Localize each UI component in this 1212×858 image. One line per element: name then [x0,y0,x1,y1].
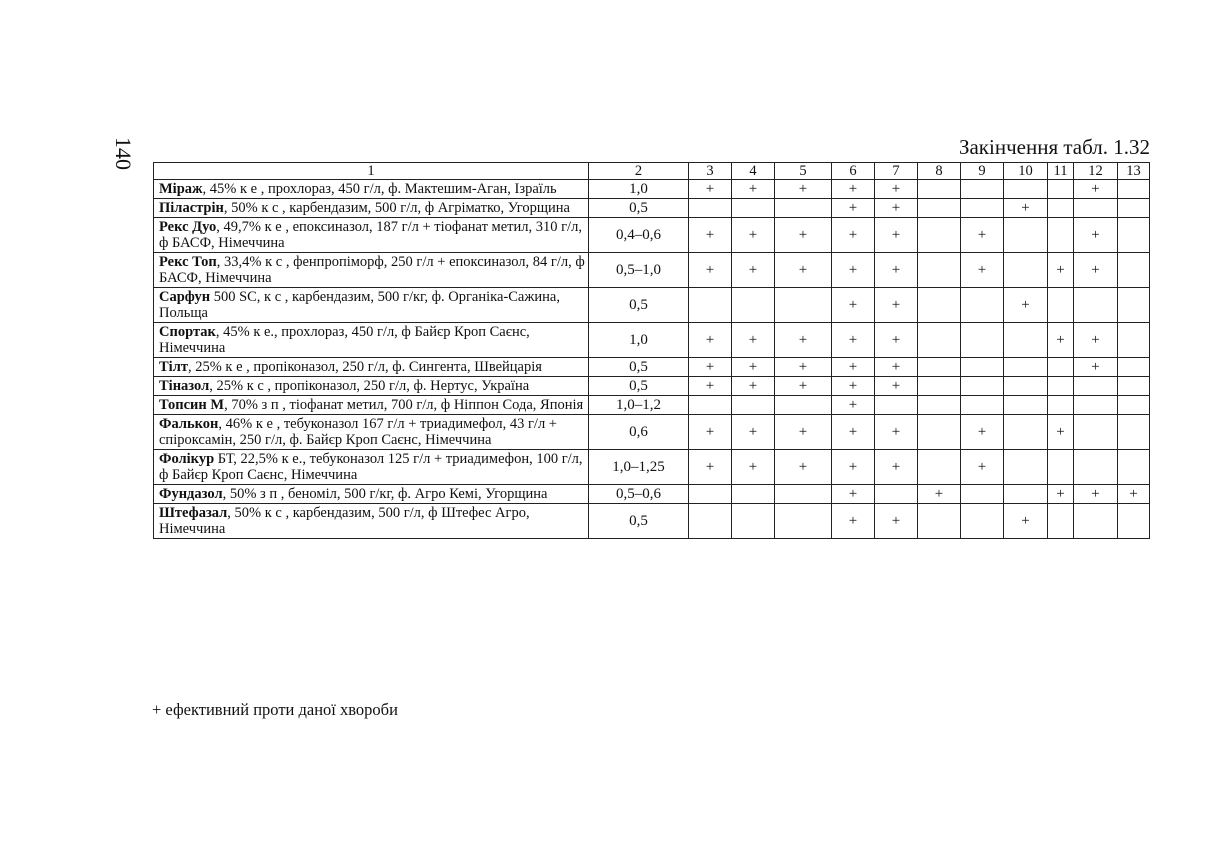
efficacy-mark-cell [732,288,775,323]
efficacy-mark-cell: + [1074,253,1118,288]
efficacy-mark-cell: + [1074,358,1118,377]
efficacy-mark-cell: + [875,415,918,450]
page-number: 140 [111,137,136,170]
efficacy-mark-cell: + [1074,323,1118,358]
product-description: , 25% к с , пропіконазол, 250 г/л, ф. Нертус, Україна [209,378,530,394]
efficacy-mark-cell [1118,323,1150,358]
application-rate-cell: 1,0–1,25 [589,450,689,485]
efficacy-mark-cell [918,377,961,396]
product-trade-name: Штефазал [159,505,228,521]
product-name-cell [154,396,589,415]
efficacy-mark-cell [875,485,918,504]
efficacy-mark-cell: + [689,323,732,358]
efficacy-mark-cell [1118,180,1150,199]
efficacy-mark-cell: + [961,218,1004,253]
product-trade-name: Фундазол [159,486,223,502]
efficacy-mark-cell [1004,358,1048,377]
efficacy-mark-cell: + [1074,485,1118,504]
efficacy-mark-cell: + [832,377,875,396]
efficacy-mark-cell: + [832,323,875,358]
efficacy-mark-cell [1118,504,1150,539]
efficacy-mark-cell: + [732,450,775,485]
efficacy-mark-cell: + [832,288,875,323]
header-cell: 6 [832,163,875,180]
efficacy-mark-cell [961,377,1004,396]
product-description: 500 SC, к с , карбендазим, 500 г/кг, ф. Органіка-Сажина, Польща [159,289,560,321]
efficacy-mark-cell: + [832,504,875,539]
efficacy-mark-cell [1048,180,1074,199]
header-cell: 11 [1048,163,1074,180]
efficacy-mark-cell [689,485,732,504]
efficacy-mark-cell [775,288,832,323]
efficacy-mark-cell [1074,450,1118,485]
product-description: , 50% к с , карбендазим, 500 г/л, ф Штефес Агро, Німеччина [159,505,530,537]
efficacy-mark-cell: + [832,180,875,199]
product-description: , 50% к с , карбендазим, 500 г/л, ф Агріматко, Угорщина [223,200,570,216]
efficacy-mark-cell: + [875,377,918,396]
efficacy-mark-cell: + [832,199,875,218]
efficacy-mark-cell [1118,358,1150,377]
efficacy-mark-cell: + [689,358,732,377]
header-cell: 3 [689,163,732,180]
efficacy-mark-cell: + [1048,323,1074,358]
efficacy-mark-cell: + [832,396,875,415]
efficacy-mark-cell: + [1048,253,1074,288]
efficacy-mark-cell: + [689,218,732,253]
table-row [154,253,1150,288]
efficacy-mark-cell: + [832,415,875,450]
table-continuation-title: Закінчення табл. 1.32 [958,135,1150,159]
product-description: , 70% з п , тіофанат метил, 700 г/л, ф Ніппон Сода, Японія [224,397,584,413]
efficacy-mark-cell: + [1048,415,1074,450]
efficacy-mark-cell [918,415,961,450]
efficacy-mark-cell: + [689,415,732,450]
efficacy-mark-cell: + [832,358,875,377]
efficacy-mark-cell [961,504,1004,539]
table-row [154,218,1150,253]
application-rate-cell: 0,5–0,6 [589,485,689,504]
efficacy-mark-cell: + [775,377,832,396]
product-trade-name: Міраж [159,181,203,197]
efficacy-mark-cell [732,485,775,504]
efficacy-mark-cell [1004,377,1048,396]
application-rate-cell: 0,5 [589,504,689,539]
efficacy-mark-cell: + [961,415,1004,450]
efficacy-mark-cell: + [1048,485,1074,504]
application-rate-cell: 0,5 [589,358,689,377]
efficacy-mark-cell [1118,377,1150,396]
efficacy-mark-cell [1118,288,1150,323]
efficacy-mark-cell [918,323,961,358]
product-name-cell [154,218,589,253]
efficacy-mark-cell [1074,377,1118,396]
efficacy-mark-cell: + [775,358,832,377]
efficacy-mark-cell: + [875,323,918,358]
table-row [154,288,1150,323]
efficacy-mark-cell: + [775,415,832,450]
application-rate-cell: 0,5 [589,377,689,396]
efficacy-mark-cell [918,218,961,253]
efficacy-mark-cell [775,396,832,415]
product-trade-name: Рекс Топ [159,254,217,270]
efficacy-mark-cell [1048,199,1074,218]
table-row [154,358,1150,377]
efficacy-mark-cell [961,288,1004,323]
application-rate-cell: 0,5–1,0 [589,253,689,288]
product-name-cell [154,199,589,218]
product-trade-name: Сарфун [159,289,211,305]
efficacy-mark-cell [918,396,961,415]
efficacy-mark-cell: + [875,358,918,377]
efficacy-mark-cell: + [775,323,832,358]
table-row [154,485,1150,504]
efficacy-mark-cell: + [775,180,832,199]
efficacy-mark-cell: + [1118,485,1150,504]
efficacy-mark-cell [1004,415,1048,450]
efficacy-mark-cell [961,358,1004,377]
efficacy-mark-cell: + [732,253,775,288]
header-cell: 7 [875,163,918,180]
product-name-cell [154,358,589,377]
efficacy-mark-cell [689,288,732,323]
efficacy-mark-cell: + [875,288,918,323]
efficacy-mark-cell: + [1004,288,1048,323]
table-row [154,377,1150,396]
product-trade-name: Рекс Дуо [159,219,217,235]
efficacy-mark-cell: + [689,450,732,485]
efficacy-mark-cell [1048,504,1074,539]
efficacy-mark-cell [1074,504,1118,539]
efficacy-mark-cell: + [732,180,775,199]
efficacy-mark-cell [1004,396,1048,415]
efficacy-mark-cell [961,396,1004,415]
application-rate-cell: 1,0 [589,180,689,199]
efficacy-mark-cell: + [775,253,832,288]
efficacy-mark-cell [1048,218,1074,253]
efficacy-mark-cell [1048,396,1074,415]
efficacy-mark-cell [961,199,1004,218]
efficacy-mark-cell: + [832,253,875,288]
efficacy-mark-cell [1004,323,1048,358]
efficacy-mark-cell [918,358,961,377]
application-rate-cell: 0,5 [589,199,689,218]
efficacy-mark-cell [775,504,832,539]
product-description: , 33,4% к с , фенпропіморф, 250 г/л + епоксиназол, 84 г/л, ф БАСФ, Німеччина [159,254,585,286]
efficacy-mark-cell: + [875,253,918,288]
header-cell: 4 [732,163,775,180]
product-name-cell [154,504,589,539]
product-name-cell [154,377,589,396]
product-name-cell [154,415,589,450]
header-cell: 8 [918,163,961,180]
product-trade-name: Піластрін [159,200,224,216]
efficacy-mark-cell: + [689,180,732,199]
table-row [154,180,1150,199]
efficacy-mark-cell [918,253,961,288]
efficacy-mark-cell: + [1004,199,1048,218]
product-name-cell [154,450,589,485]
efficacy-mark-cell [1118,253,1150,288]
product-description: , 46% к е , тебуконазол 167 г/л + триадимефол, 43 г/л + спіроксамін, 250 г/л, ф. Байєр Кроп Саєнс, Німеччина [159,416,557,448]
efficacy-mark-cell [775,485,832,504]
efficacy-mark-cell [732,396,775,415]
efficacy-mark-cell: + [875,450,918,485]
efficacy-mark-cell: + [689,377,732,396]
table-row [154,450,1150,485]
product-name-cell [154,323,589,358]
efficacy-mark-cell [1074,415,1118,450]
product-description: , 25% к е , пропіконазол, 250 г/л, ф. Сингента, Швейцарія [187,359,542,375]
header-cell: 5 [775,163,832,180]
efficacy-mark-cell [1118,218,1150,253]
product-name-cell [154,253,589,288]
efficacy-mark-cell: + [732,323,775,358]
efficacy-mark-cell [689,396,732,415]
efficacy-mark-cell: + [875,199,918,218]
efficacy-mark-cell [1074,199,1118,218]
efficacy-mark-cell: + [1004,504,1048,539]
efficacy-mark-cell: + [961,253,1004,288]
efficacy-mark-cell [961,323,1004,358]
efficacy-mark-cell: + [689,253,732,288]
efficacy-mark-cell [918,180,961,199]
header-cell: 1 [154,163,589,180]
header-cell: 13 [1118,163,1150,180]
efficacy-mark-cell [875,396,918,415]
efficacy-mark-cell [1074,288,1118,323]
efficacy-mark-cell: + [832,218,875,253]
table-row [154,504,1150,539]
header-cell: 12 [1074,163,1118,180]
efficacy-mark-cell: + [832,485,875,504]
application-rate-cell: 0,5 [589,288,689,323]
efficacy-mark-cell: + [918,485,961,504]
efficacy-mark-cell [918,450,961,485]
efficacy-mark-cell: + [732,415,775,450]
efficacy-mark-cell: + [875,504,918,539]
application-rate-cell: 0,6 [589,415,689,450]
header-cell: 9 [961,163,1004,180]
efficacy-mark-cell: + [1074,218,1118,253]
table-row [154,323,1150,358]
efficacy-mark-cell [918,504,961,539]
efficacy-mark-cell: + [732,377,775,396]
efficacy-mark-cell [1004,485,1048,504]
efficacy-mark-cell [1004,450,1048,485]
product-name-cell [154,288,589,323]
product-description: , 45% к е., прохлораз, 450 г/л, ф Байєр Кроп Саєнс, Німеччина [159,324,530,356]
efficacy-mark-cell [961,485,1004,504]
table-header-row [154,163,1150,180]
efficacy-mark-cell [961,180,1004,199]
header-cell: 10 [1004,163,1048,180]
product-trade-name: Тіназол [159,378,210,394]
efficacy-mark-cell [1004,253,1048,288]
efficacy-mark-cell: + [832,450,875,485]
efficacy-mark-cell [732,199,775,218]
efficacy-mark-cell [1118,396,1150,415]
efficacy-mark-cell [918,288,961,323]
efficacy-mark-cell [1118,415,1150,450]
product-trade-name: Фалькон [159,416,219,432]
efficacy-mark-cell: + [775,218,832,253]
efficacy-mark-cell: + [875,218,918,253]
efficacy-mark-cell: + [875,180,918,199]
efficacy-mark-cell [775,199,832,218]
product-name-cell [154,485,589,504]
product-trade-name: Тілт [159,359,188,375]
application-rate-cell: 0,4–0,6 [589,218,689,253]
efficacy-mark-cell [1004,218,1048,253]
efficacy-mark-cell [1048,358,1074,377]
efficacy-mark-cell [1118,199,1150,218]
product-name-cell [154,180,589,199]
table-row [154,415,1150,450]
table-row [154,396,1150,415]
application-rate-cell: 1,0–1,2 [589,396,689,415]
product-description: , 49,7% к е , епоксиназол, 187 г/л + тіофанат метил, 310 г/л, ф БАСФ, Німеччина [159,219,582,251]
efficacy-mark-cell [1048,377,1074,396]
efficacy-mark-cell [689,504,732,539]
efficacy-mark-cell [918,199,961,218]
efficacy-mark-cell [1074,396,1118,415]
header-cell: 2 [589,163,689,180]
efficacy-mark-cell: + [961,450,1004,485]
efficacy-mark-cell [1048,288,1074,323]
table-row [154,199,1150,218]
product-description: , 50% з п , беноміл, 500 г/кг, ф. Агро Кемі, Угорщина [222,486,548,502]
efficacy-mark-cell [732,504,775,539]
product-trade-name: Топсин М [159,397,225,413]
application-rate-cell: 1,0 [589,323,689,358]
efficacy-mark-cell [1118,450,1150,485]
efficacy-mark-cell [1004,180,1048,199]
efficacy-mark-cell: + [732,358,775,377]
fungicide-table [153,162,1150,539]
efficacy-mark-cell [1048,450,1074,485]
table-legend: + ефективний проти даної хвороби [152,700,398,719]
efficacy-mark-cell: + [732,218,775,253]
efficacy-mark-cell [689,199,732,218]
efficacy-mark-cell: + [1074,180,1118,199]
product-trade-name: Фолікур [159,451,215,467]
efficacy-mark-cell: + [775,450,832,485]
product-trade-name: Спортак [159,324,216,340]
product-description: , 45% к е , прохлораз, 450 г/л, ф. Мактешим-Аган, Ізраїль [202,181,557,197]
product-description: БТ, 22,5% к е., тебуконазол 125 г/л + триадимефон, 100 г/л, ф Байєр Кроп Саєнс, Німеччина [159,451,583,483]
